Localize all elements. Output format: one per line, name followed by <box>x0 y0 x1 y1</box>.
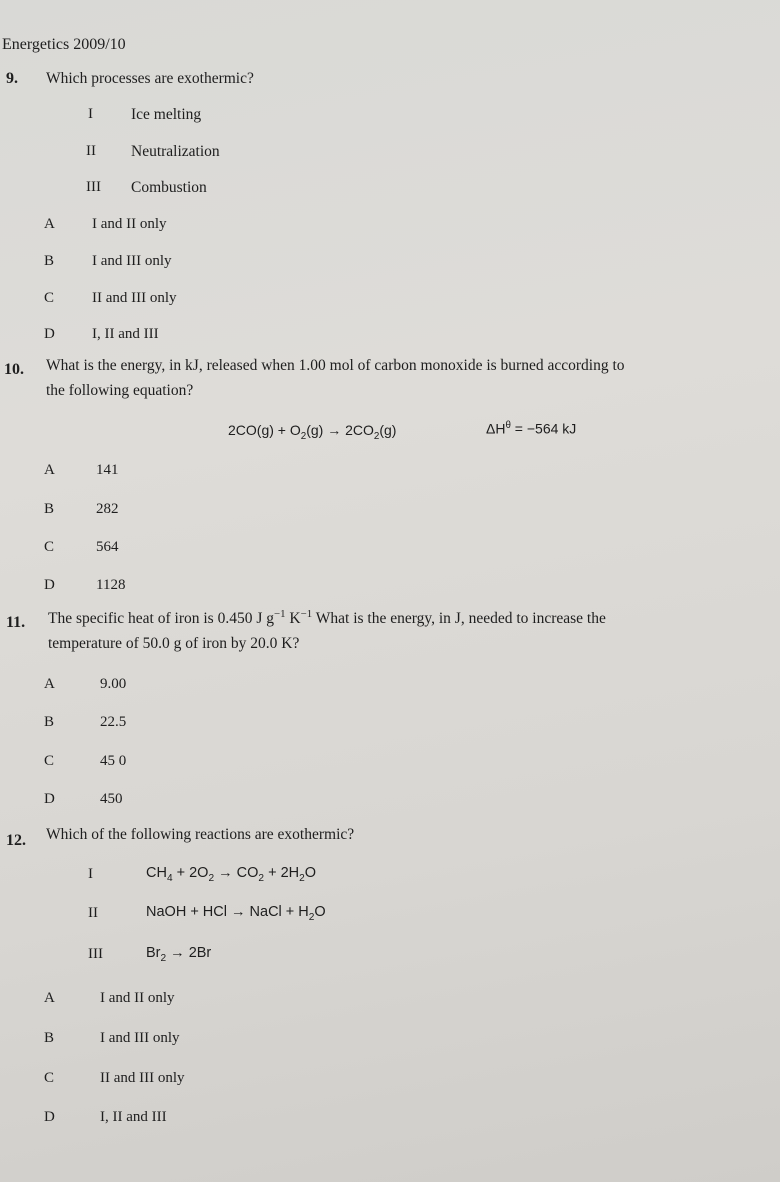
question-text-line2: the following equation? <box>46 382 194 399</box>
statement-text: Combustion <box>131 179 207 196</box>
statement-roman: I <box>88 106 93 122</box>
option-letter: C <box>44 753 55 769</box>
option-text: I, II and III <box>100 1109 167 1125</box>
option-letter: B <box>44 501 55 517</box>
question-number: 12. <box>6 832 26 849</box>
option-text: I and II only <box>92 216 167 232</box>
option-letter: A <box>44 216 55 232</box>
question-text: Which processes are exothermic? <box>46 70 254 87</box>
question-number: 11. <box>6 614 26 631</box>
question-text-line1: What is the energy, in kJ, released when 1.00 mol of carbon monoxide is burned according to <box>46 357 625 374</box>
option-letter: C <box>44 290 55 306</box>
option-text: 45 0 <box>100 753 127 769</box>
statement-roman: II <box>86 143 96 159</box>
statement-roman: I <box>88 866 93 882</box>
option-text: 450 <box>100 791 123 807</box>
enthalpy-change: $\Delta H^\theta = -564$ kJ <box>486 420 577 437</box>
statement-text: Neutralization <box>131 143 220 160</box>
statement-roman: II <box>88 905 98 921</box>
option-letter: D <box>44 791 55 807</box>
question-number: 9. <box>6 70 18 87</box>
option-letter: B <box>44 1030 55 1046</box>
option-text: 1128 <box>96 577 126 593</box>
option-text: 282 <box>96 501 119 517</box>
document-header: Energetics 2009/10 <box>2 36 126 53</box>
option-text: II and III only <box>92 290 177 306</box>
option-letter: D <box>44 577 55 593</box>
option-text: 141 <box>96 462 119 478</box>
option-letter: A <box>44 676 55 692</box>
reaction-equation: $CH_4 + 2O_2 \to CO_2 + 2H_2O$ <box>146 865 317 884</box>
option-letter: A <box>44 990 55 1006</box>
statement-text: Ice melting <box>131 106 202 123</box>
option-text: II and III only <box>100 1070 185 1086</box>
option-text: I, II and III <box>92 326 159 342</box>
option-letter: A <box>44 462 55 478</box>
statement-roman: III <box>88 946 103 962</box>
option-letter: C <box>44 539 55 555</box>
option-text: 9.00 <box>100 676 127 692</box>
statement-roman: III <box>86 179 101 195</box>
question-text-line2: temperature of 50.0 g of iron by 20.0 K? <box>48 635 300 652</box>
option-letter: B <box>44 714 55 730</box>
option-letter: D <box>44 326 55 342</box>
reaction-equation: $Br_2 \to 2Br$ <box>146 945 212 964</box>
chemical-equation: $2CO(g) + O_2(g) \to 2CO_2(g)$ <box>228 422 397 442</box>
reaction-equation: NaOH + HCl → NaCl + $H_2O$ <box>146 904 326 923</box>
option-text: I and II only <box>100 990 175 1006</box>
option-text: 564 <box>96 539 119 555</box>
option-letter: D <box>44 1109 55 1125</box>
option-letter: C <box>44 1070 55 1086</box>
option-text: I and III only <box>100 1030 180 1046</box>
question-number: 10. <box>4 361 24 378</box>
question-text-line1: The specific heat of iron is 0.450 J $g^{-1}$ $K^{-1}$ What is the energy, in J, needed to increase the <box>48 608 606 628</box>
question-text: Which of the following reactions are exothermic? <box>46 826 355 843</box>
option-letter: B <box>44 253 55 269</box>
option-text: I and III only <box>92 253 172 269</box>
option-text: 22.5 <box>100 714 127 730</box>
